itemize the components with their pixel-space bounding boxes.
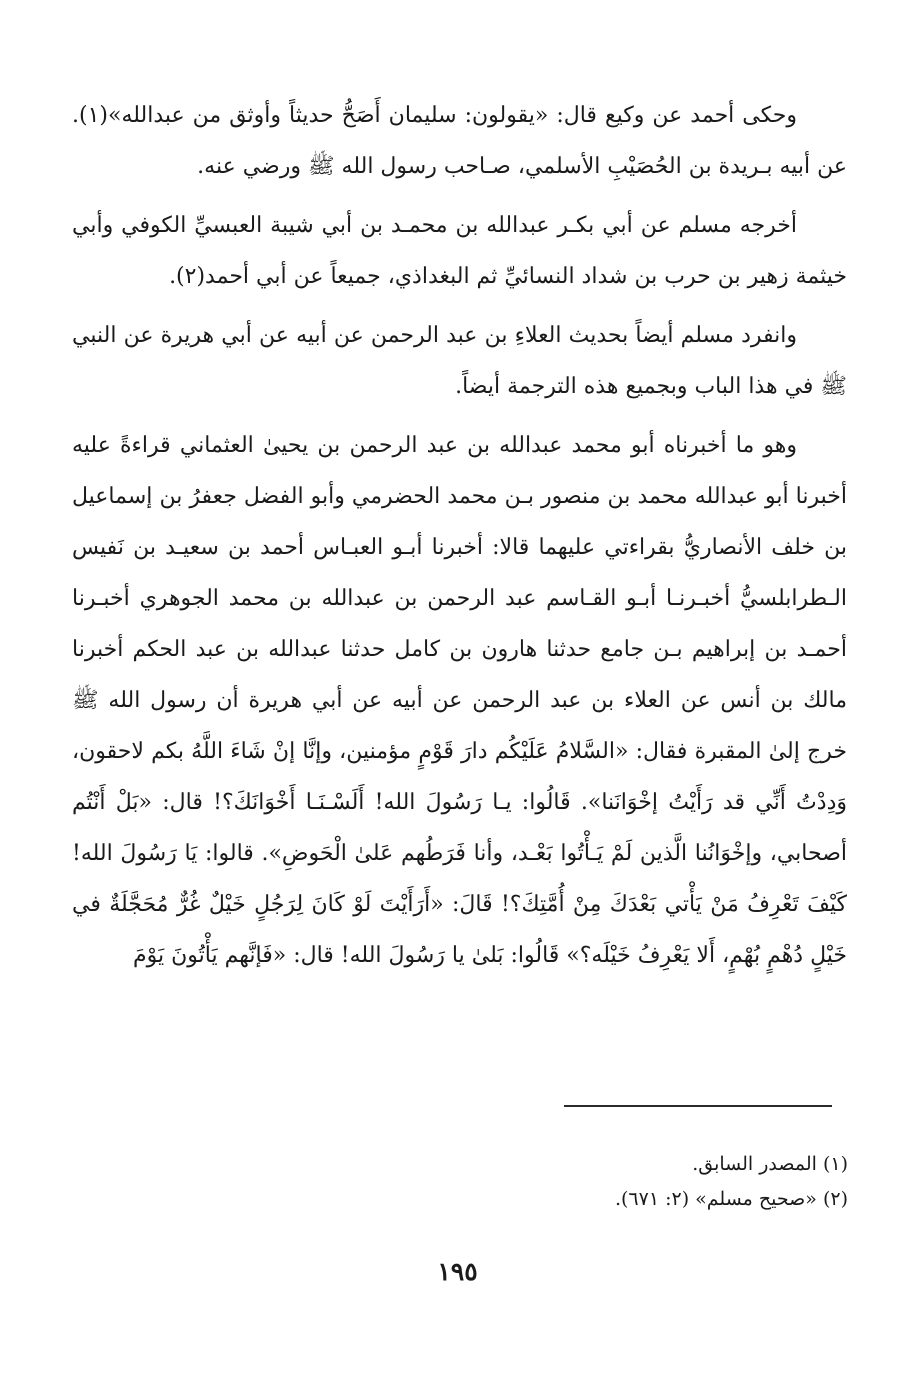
main-text-body (72, 90, 847, 981)
footnote-separator (564, 1105, 832, 1107)
paragraph-3: وانفرد مسلم أيضاً بحديث العلاءِ بن عبد الرحمن عن أبيه عن أبي هريرة عن النبي ﷺ في هذا الباب وبجميع هذه الترجمة أيضاً. (72, 323, 847, 399)
paragraph-2: أخرجه مسلم عن أبي بكـر عبدالله بن محمـد بن أبي شيبة العبسيِّ الكوفي وأبي خيثمة زهير بن حرب بن شداد النسائيِّ ثم البغداذي، جميعاً عن أبي أحمد(٢). (72, 213, 847, 289)
page-number: ١٩٥ (437, 1257, 478, 1286)
footnote-2: (٢) «صحيح مسلم» (٢: ٦٧١). (614, 1188, 848, 1210)
paragraph-4: وهو ما أخبرناه أبو محمد عبدالله بن عبد الرحمن بن يحيىٰ العثماني قراءةً عليه أخبرنا أبو عبدالله محمد بن منصور بـن محمد الحضرمي وأبو الفضل جعفرُ بن إسماعيل بن خلف الأنصاريُّ بقراءتي عليهما قالا: أخبرنا أبـو العبـاس أحمد بن سعيـد بن نَفيس الـطرابلسيُّ أخبـرنـا أبـو القـاسم عبد الرحمن بن عبدالله بن محمد الجوهري أخبـرنا أحمـد بن إبراهيم بـن جامع حدثنا هارون بن كامل حدثنا عبدالله بن عبد الحكم أخبرنا مالك بن أنس عن العلاء بن عبد الرحمن عن أبيه عن أبي هريرة أن رسول الله ﷺ خرج إلىٰ المقبرة فقال: «السَّلامُ عَلَيْكُم دارَ قَوْمٍ مؤمنين، وإنَّا إنْ شَاءَ اللَّهُ بكم لاحقون، وَدِدْتُ أَنِّي قد رَأَيْتُ إخْوَانَنا». قَالُوا: يـا رَسُولَ الله! أَلَسْـنَـا أَخْوَانَكَ؟! قال: «بَلْ أَنْتُم أصحابي، وإخْوَانُنا الَّذين لَمْ يَـأْتُوا بَعْـد، وأنا فَرَطُهم عَلىٰ الْحَوضِ». قالوا: يَا رَسُولَ الله! كَيْفَ تَعْرِفُ مَنْ يَأْتي بَعْدَكَ مِنْ أُمَّتِكَ؟! قَالَ: «أَرَأَيْتَ لَوْ كَانَ لِرَجُلٍ خَيْلٌ غُرٌّ مُحَجَّلَةٌ في خَيْلٍ دُهْمٍ بُهْمٍ، أَلا يَعْرِفُ خَيْلَه؟» قَالُوا: بَلىٰ يا رَسُولَ الله! قال: «فَإنَّهم يَأْتُونَ يَوْمَ (72, 433, 847, 968)
footnotes (400, 1147, 848, 1217)
paragraph-1: وحكى أحمد عن وكيع قال: «يقولون: سليمان أَصَحُّ حديثاً وأوثق من عبدالله»(١). عن أبيه بـريدة بن الحُصَيْبِ الأسلمي، صـاحب رسول الله ﷺ ورضي عنه. (72, 103, 847, 179)
footnote-1: (١) المصدر السابق. (692, 1153, 848, 1175)
